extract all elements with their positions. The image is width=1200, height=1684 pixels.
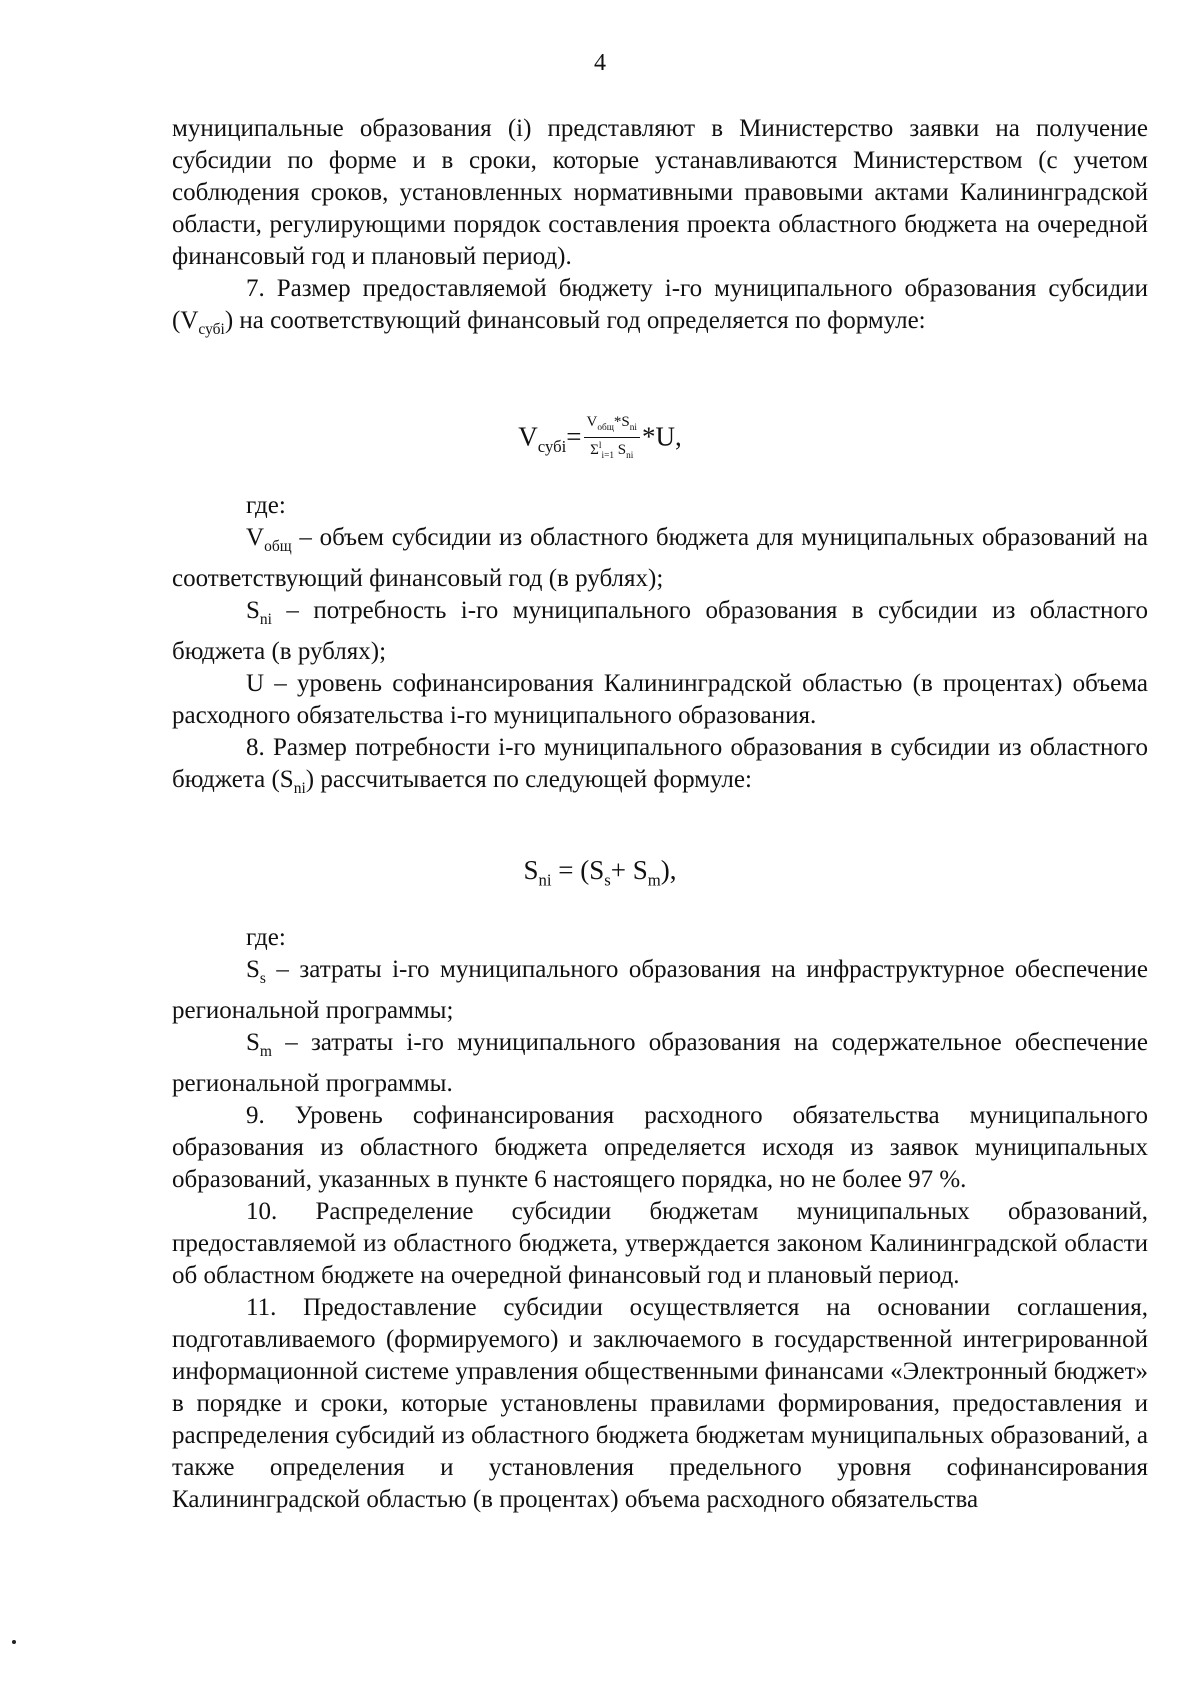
definition-s-ni: $S_{ni}$ – потребность i-го муниципального образования в субсидии из областного бюджета (в рублях); — [172, 597, 1148, 665]
paragraph-11: 11. Предоставление субсидии осуществляется на основании соглашения, подготавливаемого (формируемого) и заключаемого в государственной интегрированной информационной системе управления общественными финансами «Электронный бюджет» в порядке и сроки, которые установлены правилами формирования, предоставления и распределения субсидий из областного бюджета бюджетам муниципальных образований, а также определения и установления предельного уровня софинансирования Калининградской областью (в процентах) объема расходного обязательства — [172, 1294, 1148, 1513]
paragraph-6-continued: муниципальные образования (i) представляют в Министерство заявки на получение субсидии по форме и в сроки, которые устанавливаются Министерством (с учетом соблюдения сроков, установленных нормативными правовыми актами Калининградской области, регулирующими порядок составления проекта областного бюджета на очередной финансовый год и плановый период). — [172, 115, 1148, 270]
text-block-2 — [172, 490, 1148, 805]
where-label: где: — [246, 492, 286, 519]
formula-fraction: $\frac{V_{общ}*S_{ni}}{\Sigma^l_{i=1} S_{ni}}$ — [584, 414, 640, 465]
definition-u: U – уровень софинансирования Калининградской областью (в процентах) объема расходного обязательства i-го муниципального образования. — [172, 670, 1148, 729]
paragraph-7: 7. Размер предоставляемой бюджету i-го муниципального образования субсидии $(V_{субi})$ на соответствующий финансовый год определяется по формуле: — [172, 275, 1148, 338]
formula-subsidy: $V_{субi}=$ $\frac{V_{общ}*S_{ni}}{\Sigma^l_{i=1} S_{ni}}$ *U, — [0, 414, 1200, 465]
paragraph-10: 10. Распределение субсидии бюджетам муниципальных образований, предоставляемой из областного бюджета, утверждается законом Калининградской области об областном бюджете на очередной финансовый год и плановый период. — [172, 1198, 1148, 1289]
paragraph-9: 9. Уровень софинансирования расходного обязательства муниципального образования из областного бюджета определяется исходя из заявок муниципальных образований, указанных в пункте 6 настоящего порядка, но не более 97 %. — [172, 1102, 1148, 1193]
definition-s-s: $S_s$ – затраты i-го муниципального образования на инфраструктурное обеспечение региональной программы; — [172, 956, 1148, 1024]
scan-artifact — [12, 1640, 16, 1644]
paragraph-8: 8. Размер потребности i-го муниципального образования в субсидии из областного бюджета $(S_{ni})$ рассчитывается по следующей формуле: — [172, 734, 1148, 797]
formula-need: $S_{ni} = (S_s+ S_m)$, — [523, 855, 677, 890]
text-block-3 — [172, 922, 1148, 1516]
definition-s-m: $S_m$ – затраты i-го муниципального образования на содержательное обеспечение региональной программы. — [172, 1029, 1148, 1097]
page-number: 4 — [594, 50, 606, 76]
where-label-2: где: — [246, 924, 286, 951]
text-block-1 — [172, 113, 1148, 346]
definition-v-total: $V_{общ}$ – объем субсидии из областного бюджета для муниципальных образований на соответствующий финансовый год (в рублях); — [172, 524, 1148, 592]
